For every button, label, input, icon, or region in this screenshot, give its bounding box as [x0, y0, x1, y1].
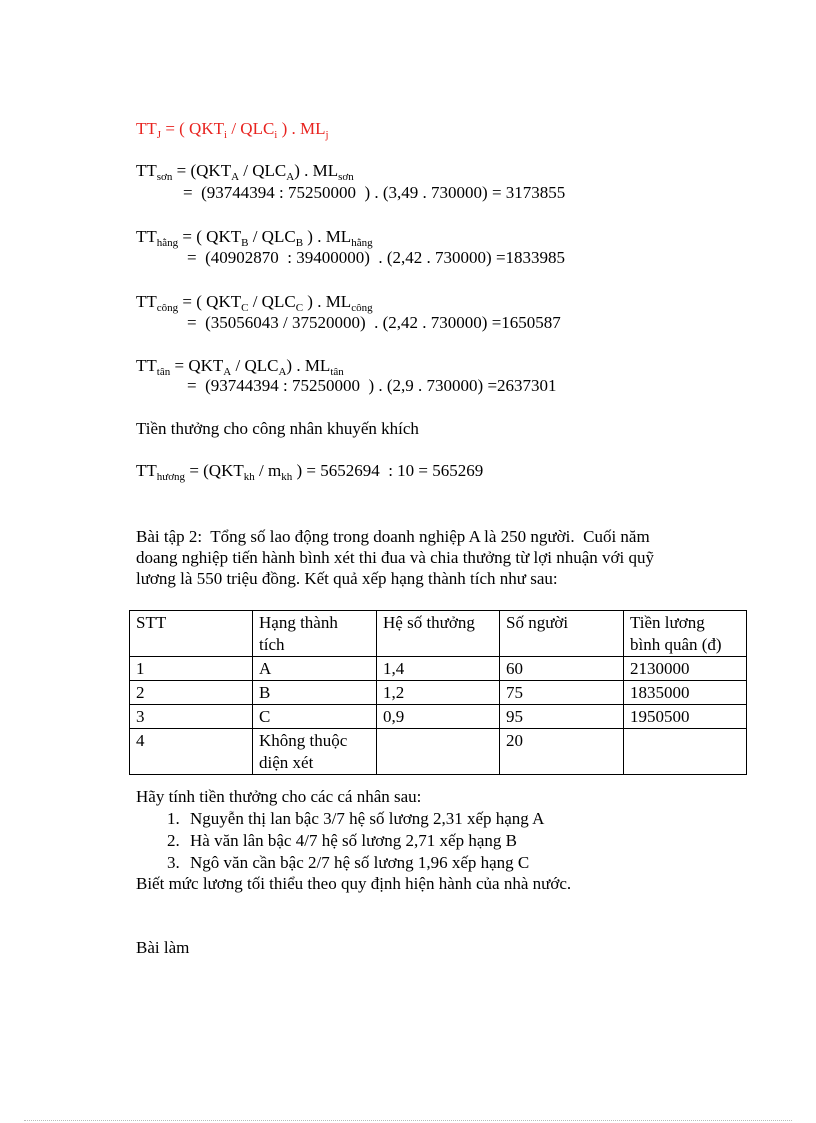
- table-cell: 2130000: [624, 657, 747, 681]
- formula-cong-line1: $TT_{công}$ = ( $QKT_C / QLC_C$ ) . $ML_{công}$: [136, 292, 373, 314]
- header-salary: Tiền lương bình quân (đ): [624, 611, 747, 657]
- table-cell: 1,2: [377, 681, 500, 705]
- table-cell: 1: [130, 657, 253, 681]
- tasks-note: Biết mức lương tối thiểu theo quy định hiện hành của nhà nước.: [136, 874, 572, 893]
- list-item: 2. Hà văn lân bậc 4/7 hệ số lương 2,71 xếp hạng B: [184, 830, 804, 852]
- table-cell: 60: [500, 657, 624, 681]
- table-cell: B: [253, 681, 377, 705]
- table-cell: [624, 729, 747, 775]
- table-cell: 95: [500, 705, 624, 729]
- list-item: 1. Nguyễn thị lan bậc 3/7 hệ số lương 2,31 xếp hạng A: [184, 808, 804, 830]
- table-cell: 20: [500, 729, 624, 775]
- table-cell: 2: [130, 681, 253, 705]
- formula-hang-line1: $TT_{hằng}$ = ( $QKT_B / QLC_B$ ) . $ML_{hằng}$: [136, 227, 373, 249]
- formula-cong-line2: = (35056043 / 37520000) . (2,42 . 730000) =1650587: [187, 313, 561, 332]
- table-row: [130, 657, 747, 681]
- formula-tan-line2: = (93744394 : 75250000 ) . (2,9 . 730000) =2637301: [187, 376, 557, 395]
- table-cell: 75: [500, 681, 624, 705]
- table-row: [130, 705, 747, 729]
- ranking-table: [129, 610, 747, 775]
- table-cell: 1950500: [624, 705, 747, 729]
- formula-hang-line2: = (40902870 : 39400000) . (2,42 . 730000) =1833985: [187, 248, 566, 267]
- page-bottom-divider: [24, 1120, 792, 1121]
- formula-son-line1: $TT_{sơn} = (QKT_A / QLC_A)$ . $ML_{sơn}$: [136, 161, 354, 183]
- table-row: [130, 729, 747, 775]
- bonus-heading: Tiền thưởng cho công nhân khuyến khích: [136, 419, 419, 438]
- formula-son-line2: = (93744394 : 75250000 ) . (3,49 . 730000) = 3173855: [183, 183, 566, 202]
- table-header-row: [130, 611, 747, 657]
- general-formula: $TT_J$ = ( $QKT_i / QLC_i$ ) . $ML_j$: [136, 119, 329, 141]
- answer-heading: Bài làm: [136, 938, 190, 957]
- header-rank: Hạng thành tích: [253, 611, 377, 657]
- table-cell: Không thuộc diện xét: [253, 729, 377, 775]
- tasks-intro: Hãy tính tiền thưởng cho các cá nhân sau:: [136, 787, 422, 806]
- tasks-list: [136, 808, 804, 874]
- exercise-line-1: Bài tập 2: Tổng số lao động trong doanh nghiệp A là 250 người. Cuối năm: [136, 527, 650, 546]
- header-coef: Hệ số thưởng: [377, 611, 500, 657]
- formula-huong: $TT_{hương} = (QKT_{kh} / m_{kh}$ ) = 5652694 : 10 = 565269: [136, 461, 484, 483]
- table-cell: C: [253, 705, 377, 729]
- table-cell: [377, 729, 500, 775]
- header-people: Số người: [500, 611, 624, 657]
- table-cell: 0,9: [377, 705, 500, 729]
- header-stt: STT: [130, 611, 253, 657]
- table-row: [130, 681, 747, 705]
- table-cell: 3: [130, 705, 253, 729]
- list-item: 3. Ngô văn cần bậc 2/7 hệ số lương 1,96 xếp hạng C: [184, 852, 804, 874]
- table-cell: 1835000: [624, 681, 747, 705]
- exercise-line-2: doang nghiệp tiến hành bình xét thi đua và chia thưởng từ lợi nhuận với quỹ: [136, 548, 655, 567]
- table-cell: 1,4: [377, 657, 500, 681]
- formula-tan-line1: $TT_{tân} = QKT_A / QLC_A$) . $ML_{tân}$: [136, 356, 344, 378]
- table-cell: 4: [130, 729, 253, 775]
- exercise-line-3: lương là 550 triệu đồng. Kết quả xếp hạng thành tích như sau:: [136, 569, 558, 588]
- table-cell: A: [253, 657, 377, 681]
